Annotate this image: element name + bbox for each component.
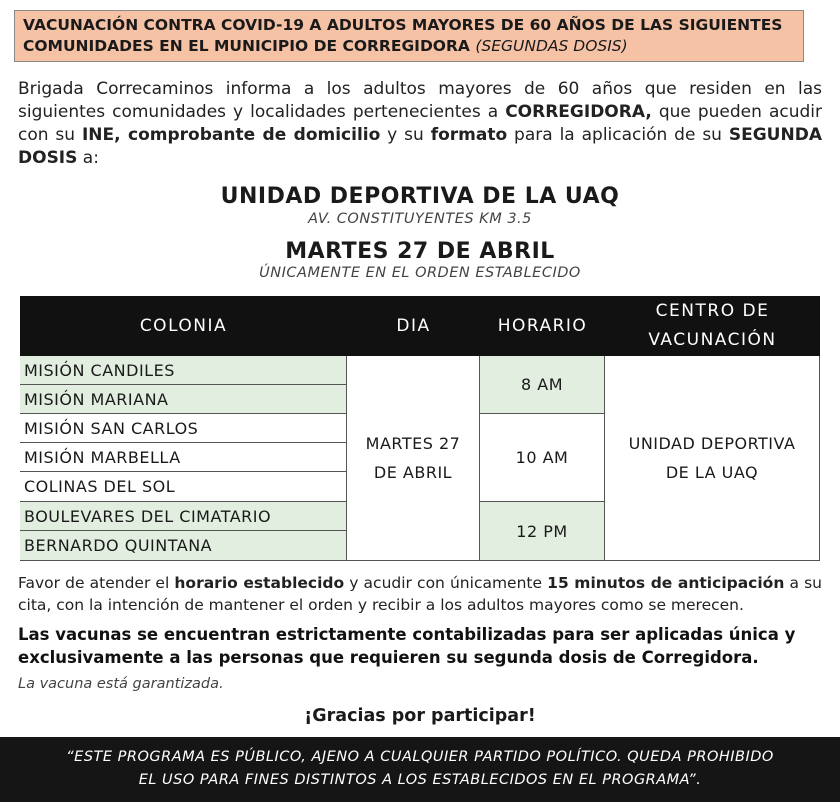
header-centro: [605, 296, 820, 356]
horario-cell-1: 8 AM: [480, 356, 605, 414]
intro-bold-segunda-dosis: SEGUNDA DOSIS: [18, 125, 822, 168]
footer-text-3: a su cita, con la intención de mantener el orden y recibir a los adultos mayores como se merecen.: [18, 574, 823, 614]
table-row: MISIÓN MARIANA: [20, 385, 347, 414]
intro-text-1: Brigada Correcaminos informa a los adultos mayores de 60 años que residen en las siguientes comunidades y localidades pertenecientes a: [18, 79, 822, 122]
header-line-1: VACUNACIÓN CONTRA COVID-19 A ADULTOS MAYORES DE 60 AÑOS DE LAS SIGUIENTES: [23, 16, 783, 34]
header-banner: [14, 10, 804, 62]
footer-bold-minutos: 15 minutos de anticipación: [547, 574, 785, 592]
thanks-message: ¡Gracias por participar!: [304, 706, 536, 726]
venue-address: AV. CONSTITUYENTES KM 3.5: [308, 211, 532, 227]
dia-line-1: MARTES 27: [365, 434, 461, 453]
header-dia: DIA: [347, 296, 480, 356]
date-title: MARTES 27 DE ABRIL: [285, 239, 555, 264]
intro-paragraph: [18, 78, 822, 170]
footer-vaccine-notice: Las vacunas se encuentran estrictamente contabilizadas para ser aplicadas única y exclusivamente a las personas que requieren su segunda dosis de Corregidora.: [18, 625, 796, 667]
centro-line-2: DE LA UAQ: [665, 463, 759, 482]
centro-line-1: UNIDAD DEPORTIVA: [628, 434, 796, 453]
intro-bold-corregidora: CORREGIDORA,: [505, 102, 652, 122]
header-centro-line-1: CENTRO DE: [655, 301, 770, 321]
footer-instructions: [18, 572, 822, 616]
table-row: MISIÓN MARBELLA: [20, 443, 347, 472]
header-line-2: [23, 36, 803, 57]
header-colonia: COLONIA: [20, 296, 347, 356]
header-line-2-text: COMUNIDADES EN EL MUNICIPIO DE CORREGIDORA: [23, 37, 470, 55]
intro-text-5: a:: [77, 148, 99, 168]
dia-cell: [347, 356, 480, 561]
header-line-2-italic: (SEGUNDAS DOSIS): [475, 37, 628, 55]
table-row: BERNARDO QUINTANA: [20, 531, 347, 561]
disclaimer-banner: [0, 737, 840, 802]
centro-cell: [605, 356, 820, 561]
disclaimer-line-2: EL USO PARA FINES DISTINTOS A LOS ESTABLECIDOS EN EL PROGRAMA”.: [138, 772, 702, 788]
disclaimer-line-1: “ESTE PROGRAMA ES PÚBLICO, AJENO A CUALQUIER PARTIDO POLÍTICO. QUEDA PROHIBIDO: [66, 749, 774, 765]
schedule-table: [20, 296, 820, 561]
header-horario: HORARIO: [480, 296, 605, 356]
table-row: COLINAS DEL SOL: [20, 472, 347, 502]
footer-bold-horario: horario establecido: [174, 574, 345, 592]
intro-text-4: para la aplicación de su: [507, 125, 729, 145]
footer-guarantee: La vacuna está garantizada.: [18, 676, 224, 692]
horario-cell-3: 12 PM: [480, 502, 605, 561]
dia-line-2: DE ABRIL: [373, 463, 453, 482]
intro-bold-formato: formato: [430, 125, 508, 145]
table-row: BOULEVARES DEL CIMATARIO: [20, 502, 347, 531]
intro-text-2: que pueden acudir con su: [18, 102, 822, 145]
table-row: MISIÓN SAN CARLOS: [20, 414, 347, 443]
intro-text-3: y su: [380, 125, 431, 145]
header-centro-line-2: VACUNACIÓN: [648, 330, 777, 350]
venue-title: UNIDAD DEPORTIVA DE LA UAQ: [220, 184, 620, 209]
table-row: MISIÓN CANDILES: [20, 356, 347, 385]
horario-cell-2: 10 AM: [480, 414, 605, 502]
intro-bold-ine: INE, comprobante de domicilio: [81, 125, 381, 145]
footer-text-1: Favor de atender el: [18, 574, 175, 592]
footer-text-2: y acudir con únicamente: [344, 574, 548, 592]
date-note: ÚNICAMENTE EN EL ORDEN ESTABLECIDO: [259, 265, 581, 281]
